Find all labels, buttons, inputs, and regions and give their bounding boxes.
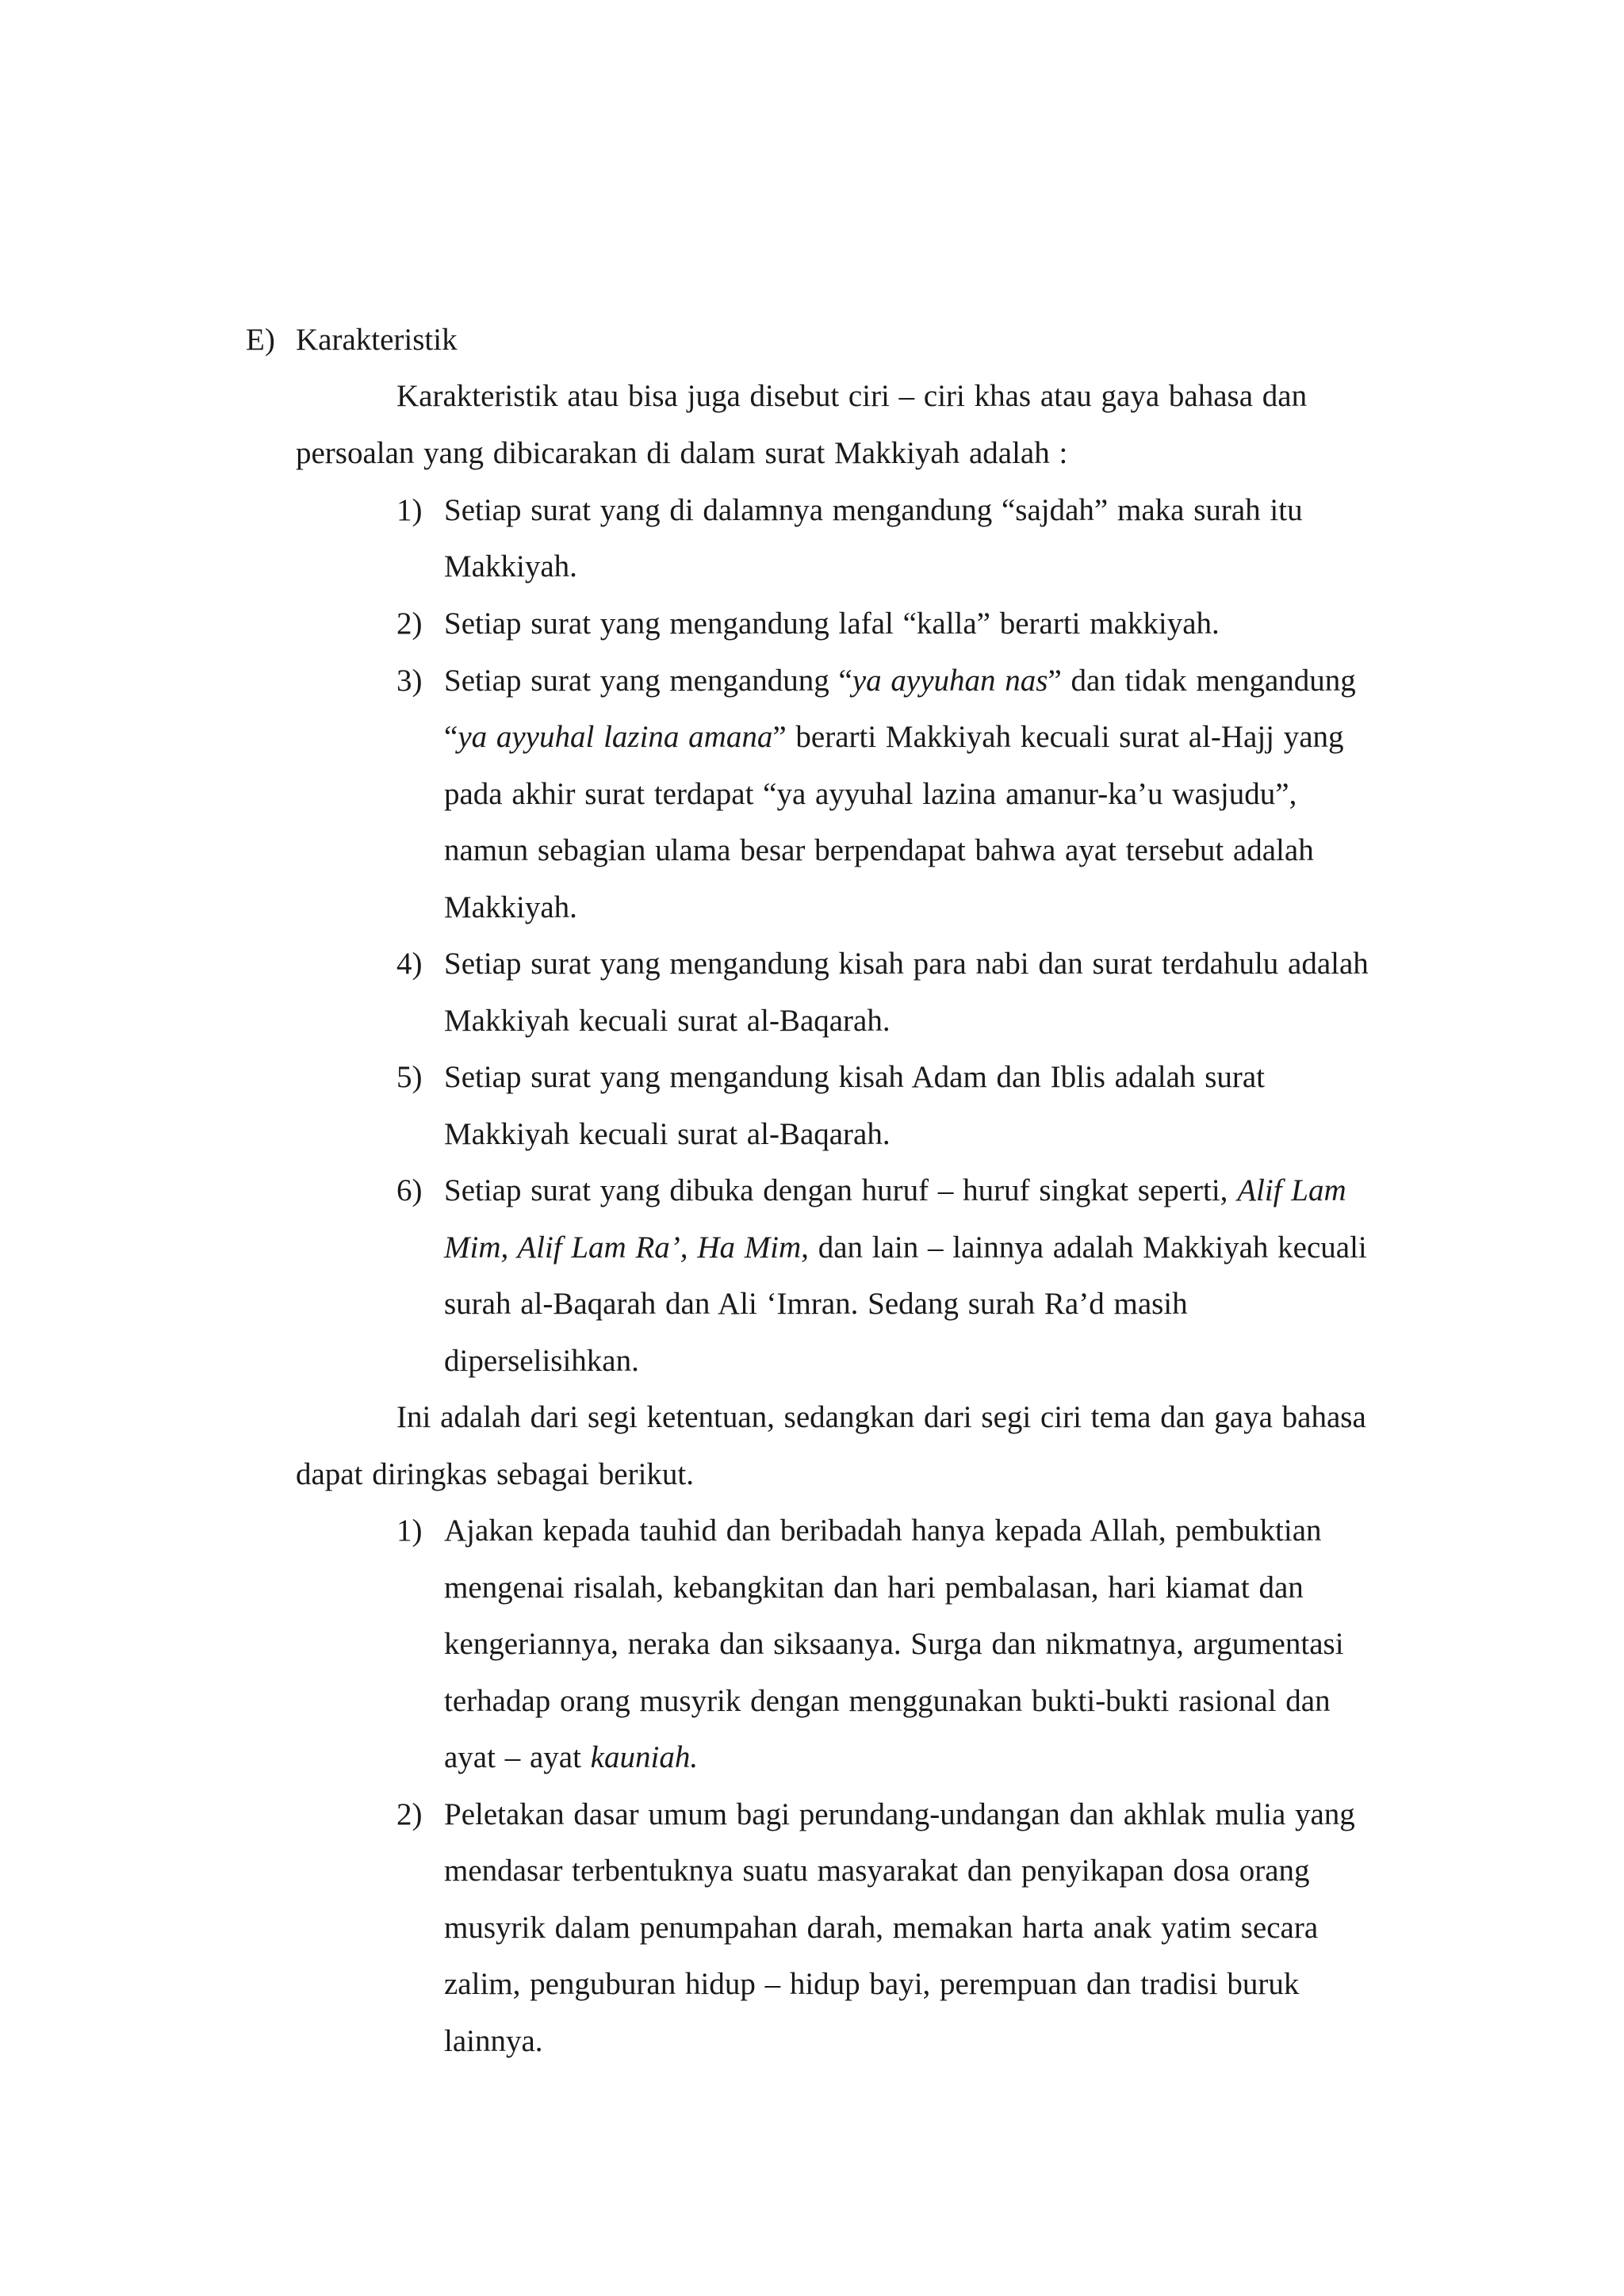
list1-item6-line-4: diperselisihkan.	[444, 1344, 639, 1378]
list1-item6-line-2-text: dan lain – lainnya adalah Makkiyah kecuali	[808, 1230, 1367, 1265]
list1-item4-line-1: Setiap surat yang mengandung kisah para nabi dan surat terdahulu adalah	[444, 947, 1369, 981]
list2-item1-line-5-italic: kauniah.	[590, 1740, 699, 1774]
list1-item3-line-2-text: ” berarti Makkiyah kecuali surat al-Hajj yang	[772, 720, 1344, 754]
list1-item5-line-2: Makkiyah kecuali surat al-Baqarah.	[444, 1117, 891, 1151]
list2-item1-line-3: kengeriannya, neraka dan siksaanya. Surga dan nikmatnya, argumentasi	[444, 1627, 1344, 1661]
middle-line-1: Ini adalah dari segi ketentuan, sedangkan dari segi ciri tema dan gaya bahasa	[396, 1400, 1366, 1434]
list2-item1-number: 1)	[396, 1513, 423, 1548]
list1-item3-line-2	[444, 718, 1344, 756]
list1-item3-line-5: Makkiyah.	[444, 890, 577, 924]
list2-item1-line-2: mengenai risalah, kebangkitan dan hari pembalasan, hari kiamat dan	[444, 1571, 1304, 1605]
list2-item2-number: 2)	[396, 1797, 423, 1831]
list2-item1-line-1: Ajakan kepada tauhid dan beribadah hanya kepada Allah, pembuktian	[444, 1513, 1322, 1548]
list1-item2-line-1: Setiap surat yang mengandung lafal “kalla” berarti makkiyah.	[444, 607, 1220, 641]
list1-item3-number: 3)	[396, 664, 423, 698]
middle-line-2: dapat diringkas sebagai berikut.	[296, 1457, 695, 1491]
list1-item3-line-2-italic: ya ayyuhal lazina amana	[458, 720, 773, 754]
list1-item3-line-4: namun sebagian ulama besar berpendapat bahwa ayat tersebut adalah	[444, 833, 1314, 867]
list1-item2-number: 2)	[396, 607, 423, 641]
list1-item3-line-1-text-end: ” dan tidak mengandung	[1048, 664, 1356, 698]
list1-item6-line-3: surah al-Baqarah dan Ali ‘Imran. Sedang surah Ra’d masih	[444, 1287, 1188, 1321]
list1-item5-number: 5)	[396, 1060, 423, 1094]
list2-item2-line-3: musyrik dalam penumpahan darah, memakan harta anak yatim secara	[444, 1911, 1319, 1945]
list1-item6-line-2-italic: Mim, Alif Lam Ra’, Ha Mim,	[444, 1230, 809, 1265]
list2-item2-line-2: mendasar terbentuknya suatu masyarakat dan penyikapan dosa orang	[444, 1854, 1310, 1888]
list2-item1-line-5-text: ayat – ayat	[444, 1740, 591, 1774]
list1-item4-line-2: Makkiyah kecuali surat al-Baqarah.	[444, 1004, 891, 1038]
list2-item2-line-5: lainnya.	[444, 2024, 543, 2058]
list1-item6-line-1-italic: Alif Lam	[1237, 1173, 1346, 1207]
list2-item2-line-4: zalim, penguburan hidup – hidup bayi, perempuan dan tradisi buruk	[444, 1967, 1300, 2001]
list1-item1-line-2: Makkiyah.	[444, 549, 577, 584]
list1-item5-line-1: Setiap surat yang mengandung kisah Adam dan Iblis adalah surat	[444, 1060, 1266, 1094]
list1-item1-number: 1)	[396, 493, 423, 527]
list1-item3-line-3: pada akhir surat terdapat “ya ayyuhal lazina amanur-ka’u wasjudu”,	[444, 777, 1297, 811]
list2-item2-line-1: Peletakan dasar umum bagi perundang-undangan dan akhlak mulia yang	[444, 1797, 1355, 1831]
list1-item3-line-1	[444, 662, 1356, 700]
list1-item3-line-1-italic: ya ayyuhan nas	[852, 664, 1048, 698]
list1-item4-number: 4)	[396, 947, 423, 981]
list1-item6-line-1	[444, 1172, 1346, 1210]
list1-item3-line-1-text: Setiap surat yang mengandung “	[444, 664, 852, 698]
list2-item1-line-5	[444, 1739, 698, 1777]
list2-item1-line-4: terhadap orang musyrik dengan menggunakan bukti-bukti rasional dan	[444, 1684, 1331, 1718]
intro-line-2: persoalan yang dibicarakan di dalam surat Makkiyah adalah :	[296, 436, 1068, 470]
section-title: Karakteristik	[296, 323, 458, 357]
intro-line-1: Karakteristik atau bisa juga disebut ciri – ciri khas atau gaya bahasa dan	[396, 379, 1308, 413]
list1-item6-number: 6)	[396, 1173, 423, 1207]
list1-item6-line-1-text: Setiap surat yang dibuka dengan huruf – huruf singkat seperti,	[444, 1173, 1238, 1207]
list1-item1-line-1: Setiap surat yang di dalamnya mengandung “sajdah” maka surah itu	[444, 493, 1303, 527]
list1-item3-line-2-quote: “	[444, 720, 458, 754]
section-marker: E)	[246, 323, 275, 357]
list1-item6-line-2	[444, 1229, 1367, 1267]
